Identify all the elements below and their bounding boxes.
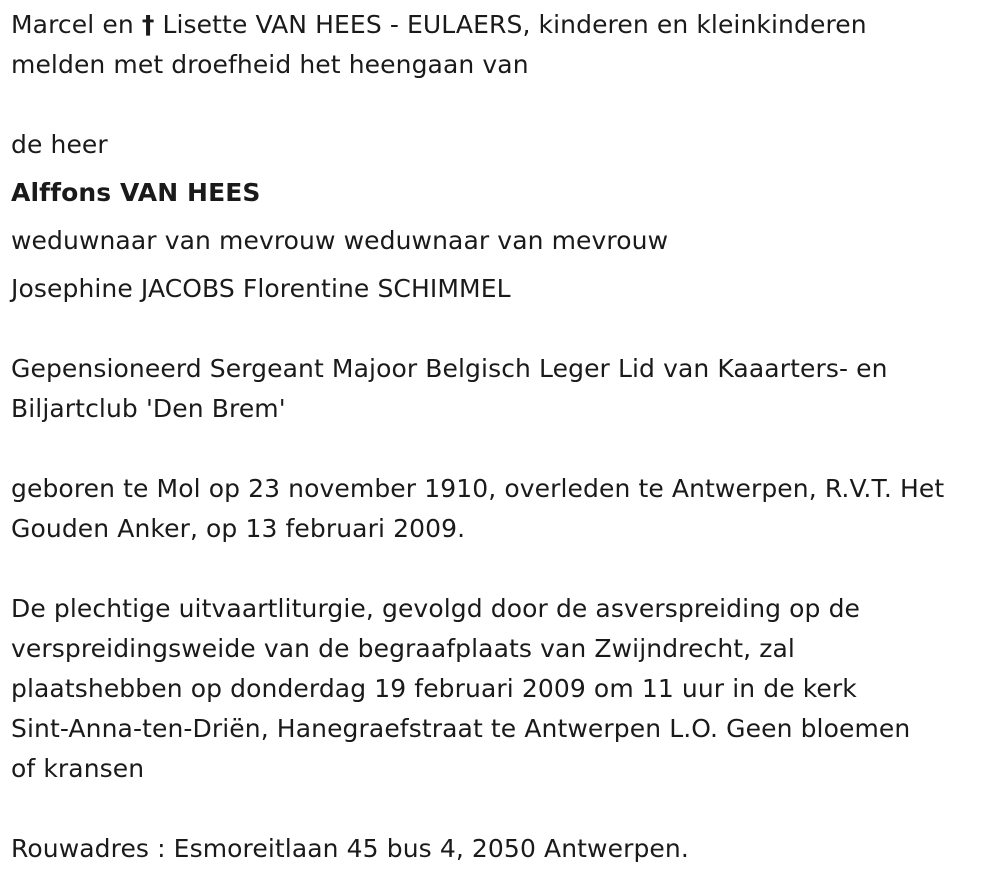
widower-line: weduwnaar van mevrouw weduwnaar van mevrouw — [11, 226, 669, 255]
intro-after-cross: Lisette VAN HEES - EULAERS, kinderen en kleinkinderen — [154, 10, 867, 39]
intro-line-2: melden met droefheid het heengaan van — [11, 50, 529, 79]
address-line: Rouwadres : Esmoreitlaan 45 bus 4, 2050 Antwerpen. — [11, 834, 689, 863]
intro-line-1 — [11, 5, 867, 45]
occupation-line-2: Biljartclub 'Den Brem' — [11, 394, 286, 423]
birth-death-line-2: Gouden Anker, op 13 februari 2009. — [11, 514, 466, 543]
cross-icon: † — [141, 10, 155, 39]
funeral-line-2: verspreidingsweide van de begraafplaats van Zwijndrecht, zal — [11, 634, 795, 663]
intro-before-cross: Marcel en — [11, 10, 142, 39]
occupation-line-1: Gepensioneerd Sergeant Majoor Belgisch Leger Lid van Kaaarters- en — [11, 354, 888, 383]
funeral-line-4: Sint-Anna-ten-Driën, Hanegraefstraat te Antwerpen L.O. Geen bloemen — [11, 714, 911, 743]
birth-death-line-1: geboren te Mol op 23 november 1910, overleden te Antwerpen, R.V.T. Het — [11, 474, 945, 503]
funeral-line-5: of kransen — [11, 754, 145, 783]
deceased-name: Alffons VAN HEES — [11, 178, 261, 207]
funeral-line-1: De plechtige uitvaartliturgie, gevolgd door de asverspreiding op de — [11, 594, 861, 623]
funeral-line-3: plaatshebben op donderdag 19 februari 2009 om 11 uur in de kerk — [11, 674, 857, 703]
spouses-line: Josephine JACOBS Florentine SCHIMMEL — [11, 274, 511, 303]
title-line: de heer — [11, 130, 108, 159]
